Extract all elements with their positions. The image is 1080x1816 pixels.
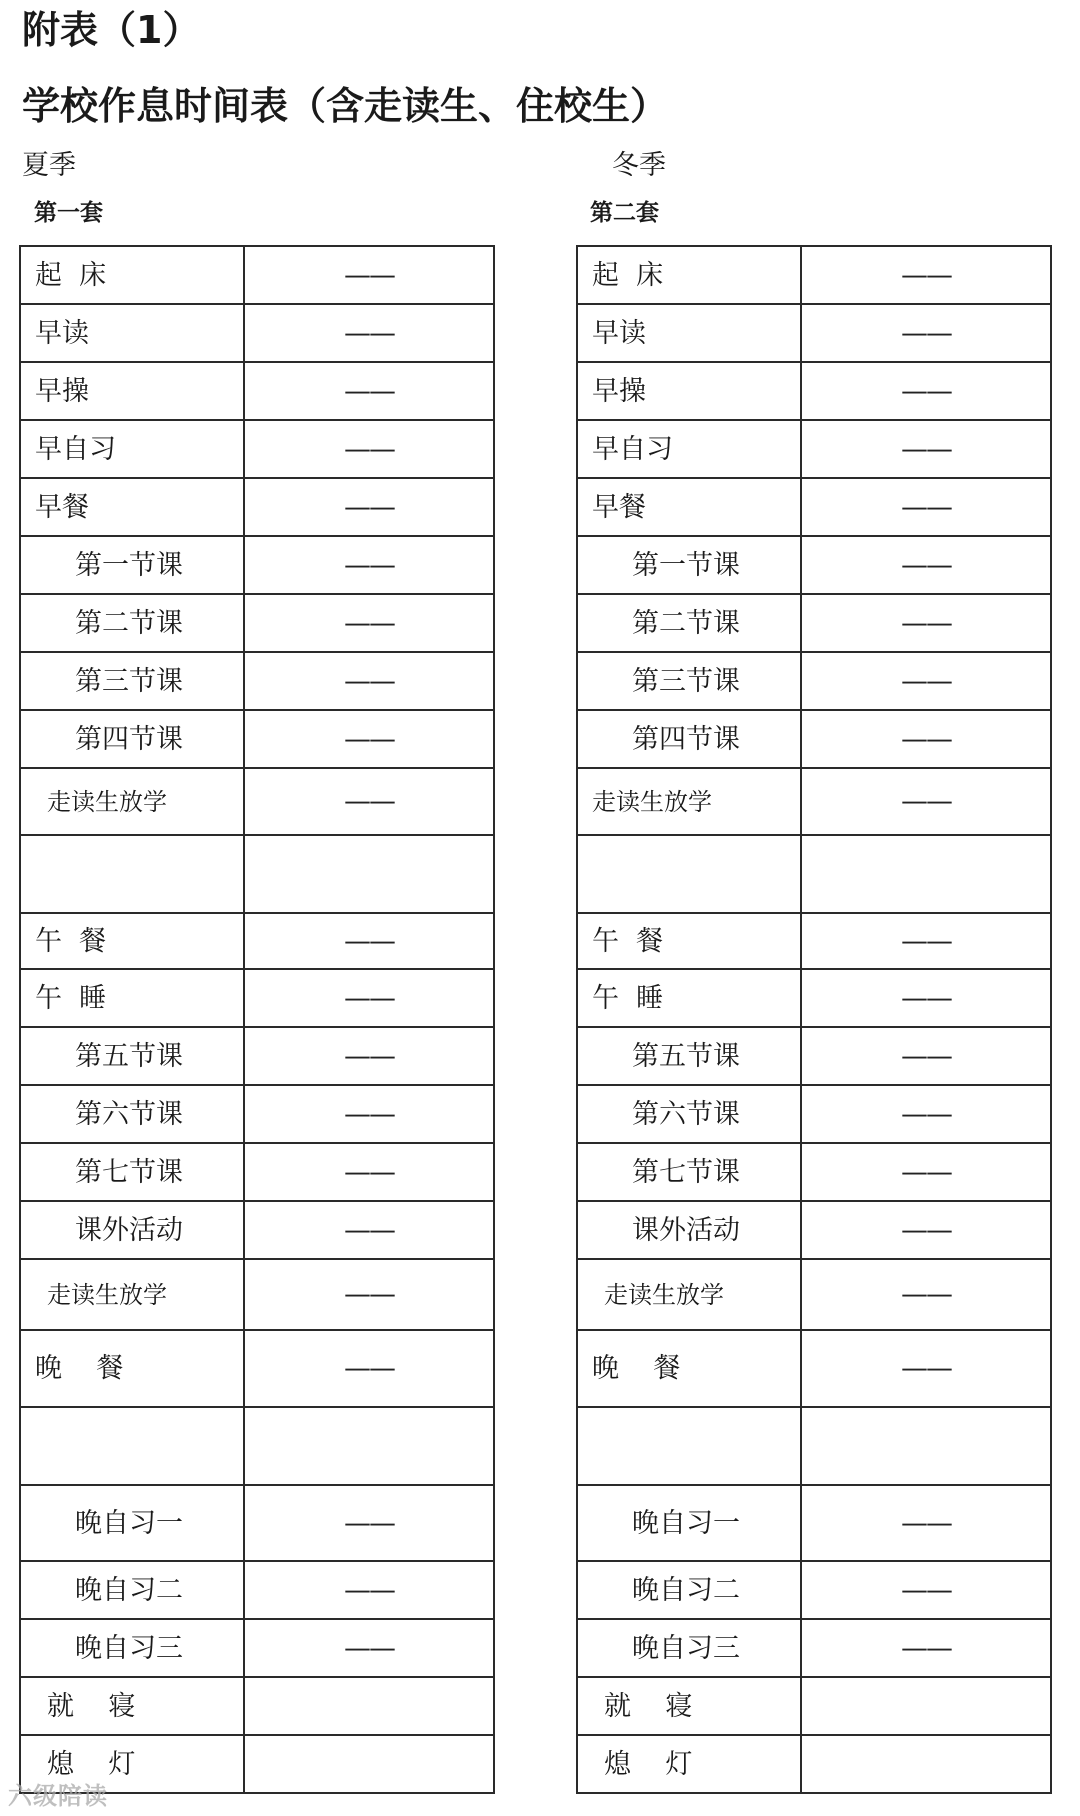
activity-name-cell: 晚自习三: [577, 1619, 801, 1677]
activity-name-cell: 晚 餐: [577, 1330, 801, 1407]
time-cell[interactable]: ——: [801, 1330, 1051, 1407]
time-cell[interactable]: ——: [244, 1330, 494, 1407]
activity-name-cell: 晚自习一: [20, 1485, 244, 1561]
activity-name-cell: 走读生放学: [577, 1259, 801, 1330]
activity-name-cell: 课外活动: [577, 1201, 801, 1259]
time-cell[interactable]: [244, 1407, 494, 1485]
activity-name-cell: 走读生放学: [20, 768, 244, 835]
schedule-row: [20, 1407, 494, 1485]
summer-schedule-table: [19, 245, 495, 1794]
activity-name-cell: 第四节课: [20, 710, 244, 768]
activity-name-cell: 午 餐: [577, 913, 801, 969]
time-cell[interactable]: ——: [244, 1201, 494, 1259]
schedule-row: [577, 420, 1051, 478]
time-cell[interactable]: ——: [244, 1143, 494, 1201]
schedule-row: [20, 1143, 494, 1201]
activity-name-cell: 早餐: [577, 478, 801, 536]
time-cell[interactable]: [801, 1735, 1051, 1793]
activity-name-cell: 起 床: [577, 246, 801, 304]
schedule-row: [577, 1485, 1051, 1561]
schedule-row: [577, 768, 1051, 835]
schedule-row: [20, 536, 494, 594]
time-cell[interactable]: ——: [801, 1619, 1051, 1677]
activity-name-cell: 第二节课: [20, 594, 244, 652]
time-cell[interactable]: ——: [801, 1561, 1051, 1619]
time-cell[interactable]: ——: [801, 1485, 1051, 1561]
activity-name-cell: 熄 灯: [577, 1735, 801, 1793]
schedule-row: [577, 1259, 1051, 1330]
time-cell[interactable]: ——: [801, 362, 1051, 420]
schedule-row: [20, 913, 494, 969]
time-cell[interactable]: ——: [801, 420, 1051, 478]
schedule-row: [20, 594, 494, 652]
time-cell[interactable]: ——: [801, 652, 1051, 710]
schedule-row: [20, 1619, 494, 1677]
schedule-row: [20, 1677, 494, 1735]
activity-name-cell: 早读: [20, 304, 244, 362]
schedule-row: [577, 246, 1051, 304]
time-cell[interactable]: ——: [244, 1259, 494, 1330]
schedule-row: [20, 835, 494, 913]
schedule-row: [20, 478, 494, 536]
schedule-row: [20, 304, 494, 362]
activity-name-cell: 晚自习二: [20, 1561, 244, 1619]
page-title: 学校作息时间表（含走读生、住校生）: [22, 84, 669, 128]
activity-name-cell: 第二节课: [577, 594, 801, 652]
time-cell[interactable]: ——: [244, 1561, 494, 1619]
schedule-row: [20, 1259, 494, 1330]
activity-name-cell: 第一节课: [20, 536, 244, 594]
schedule-row: [577, 710, 1051, 768]
activity-name-cell: 午 餐: [20, 913, 244, 969]
time-cell[interactable]: ——: [244, 1619, 494, 1677]
schedule-row: [20, 1485, 494, 1561]
activity-name-cell: 第三节课: [20, 652, 244, 710]
activity-name-cell: 早自习: [577, 420, 801, 478]
activity-name-cell: [20, 1407, 244, 1485]
time-cell[interactable]: ——: [801, 536, 1051, 594]
schedule-row: [577, 362, 1051, 420]
schedule-row: [20, 1735, 494, 1793]
schedule-row: [20, 1201, 494, 1259]
activity-name-cell: 早操: [20, 362, 244, 420]
activity-name-cell: 第六节课: [20, 1085, 244, 1143]
appendix-label: 附表（1）: [22, 8, 201, 52]
time-cell[interactable]: [801, 1677, 1051, 1735]
schedule-row: [577, 1561, 1051, 1619]
activity-name-cell: 第一节课: [577, 536, 801, 594]
activity-name-cell: [20, 835, 244, 913]
activity-name-cell: 晚自习二: [577, 1561, 801, 1619]
activity-name-cell: 就 寝: [20, 1677, 244, 1735]
schedule-row: [577, 594, 1051, 652]
activity-name-cell: 早操: [577, 362, 801, 420]
schedule-row: [20, 969, 494, 1027]
activity-name-cell: 晚 餐: [20, 1330, 244, 1407]
winter-set-label: 第二套: [590, 200, 659, 226]
time-cell[interactable]: [801, 835, 1051, 913]
schedule-row: [20, 1561, 494, 1619]
activity-name-cell: 第六节课: [577, 1085, 801, 1143]
activity-name-cell: 第七节课: [577, 1143, 801, 1201]
schedule-row: [577, 1407, 1051, 1485]
time-cell[interactable]: [244, 835, 494, 913]
schedule-row: [577, 1619, 1051, 1677]
schedule-row: [577, 652, 1051, 710]
time-cell[interactable]: ——: [801, 1201, 1051, 1259]
time-cell[interactable]: ——: [244, 768, 494, 835]
time-cell[interactable]: ——: [801, 1027, 1051, 1085]
schedule-row: [20, 246, 494, 304]
schedule-row: [577, 1735, 1051, 1793]
time-cell[interactable]: ——: [801, 1259, 1051, 1330]
schedule-row: [577, 1330, 1051, 1407]
schedule-row: [577, 304, 1051, 362]
schedule-row: [577, 1201, 1051, 1259]
watermark: 六级陪读: [8, 1782, 108, 1810]
schedule-row: [577, 1027, 1051, 1085]
schedule-row: [20, 652, 494, 710]
activity-name-cell: 午 睡: [577, 969, 801, 1027]
time-cell[interactable]: ——: [244, 913, 494, 969]
activity-name-cell: 起 床: [20, 246, 244, 304]
schedule-row: [20, 1330, 494, 1407]
time-cell[interactable]: ——: [244, 652, 494, 710]
winter-schedule-table: [576, 245, 1052, 1794]
activity-name-cell: 熄 灯: [20, 1735, 244, 1793]
activity-name-cell: 课外活动: [20, 1201, 244, 1259]
time-cell[interactable]: ——: [801, 1085, 1051, 1143]
time-cell[interactable]: ——: [801, 768, 1051, 835]
time-cell[interactable]: ——: [244, 536, 494, 594]
time-cell[interactable]: ——: [244, 969, 494, 1027]
time-cell[interactable]: ——: [801, 478, 1051, 536]
schedule-row: [20, 1085, 494, 1143]
time-cell[interactable]: ——: [244, 478, 494, 536]
activity-name-cell: 晚自习一: [577, 1485, 801, 1561]
time-cell[interactable]: ——: [801, 304, 1051, 362]
activity-name-cell: 早读: [577, 304, 801, 362]
activity-name-cell: 就 寝: [577, 1677, 801, 1735]
schedule-row: [577, 478, 1051, 536]
schedule-row: [20, 362, 494, 420]
time-cell[interactable]: ——: [244, 710, 494, 768]
activity-name-cell: 早餐: [20, 478, 244, 536]
activity-name-cell: [577, 1407, 801, 1485]
time-cell[interactable]: ——: [801, 710, 1051, 768]
summer-set-label: 第一套: [34, 200, 103, 226]
schedule-row: [577, 536, 1051, 594]
time-cell[interactable]: ——: [801, 969, 1051, 1027]
time-cell[interactable]: ——: [244, 420, 494, 478]
activity-name-cell: 第七节课: [20, 1143, 244, 1201]
activity-name-cell: 走读生放学: [577, 768, 801, 835]
activity-name-cell: 早自习: [20, 420, 244, 478]
schedule-row: [577, 1143, 1051, 1201]
schedule-row: [20, 768, 494, 835]
activity-name-cell: 第三节课: [577, 652, 801, 710]
schedule-row: [577, 1085, 1051, 1143]
time-cell[interactable]: ——: [244, 1485, 494, 1561]
activity-name-cell: 走读生放学: [20, 1259, 244, 1330]
time-cell[interactable]: ——: [801, 594, 1051, 652]
schedule-row: [577, 913, 1051, 969]
time-cell[interactable]: ——: [244, 1027, 494, 1085]
winter-season-label: 冬季: [612, 150, 666, 181]
time-cell[interactable]: [244, 1677, 494, 1735]
time-cell[interactable]: ——: [244, 1085, 494, 1143]
time-cell[interactable]: ——: [801, 913, 1051, 969]
time-cell[interactable]: ——: [801, 246, 1051, 304]
schedule-row: [20, 710, 494, 768]
time-cell[interactable]: ——: [244, 304, 494, 362]
activity-name-cell: [577, 835, 801, 913]
schedule-row: [577, 835, 1051, 913]
schedule-row: [577, 969, 1051, 1027]
time-cell[interactable]: [244, 1735, 494, 1793]
activity-name-cell: 第五节课: [20, 1027, 244, 1085]
activity-name-cell: 第五节课: [577, 1027, 801, 1085]
summer-season-label: 夏季: [22, 150, 76, 181]
activity-name-cell: 晚自习三: [20, 1619, 244, 1677]
schedule-row: [20, 1027, 494, 1085]
schedule-row: [20, 420, 494, 478]
activity-name-cell: 午 睡: [20, 969, 244, 1027]
schedule-row: [577, 1677, 1051, 1735]
time-cell[interactable]: ——: [244, 246, 494, 304]
time-cell[interactable]: ——: [244, 594, 494, 652]
time-cell[interactable]: ——: [244, 362, 494, 420]
activity-name-cell: 第四节课: [577, 710, 801, 768]
time-cell[interactable]: [801, 1407, 1051, 1485]
time-cell[interactable]: ——: [801, 1143, 1051, 1201]
